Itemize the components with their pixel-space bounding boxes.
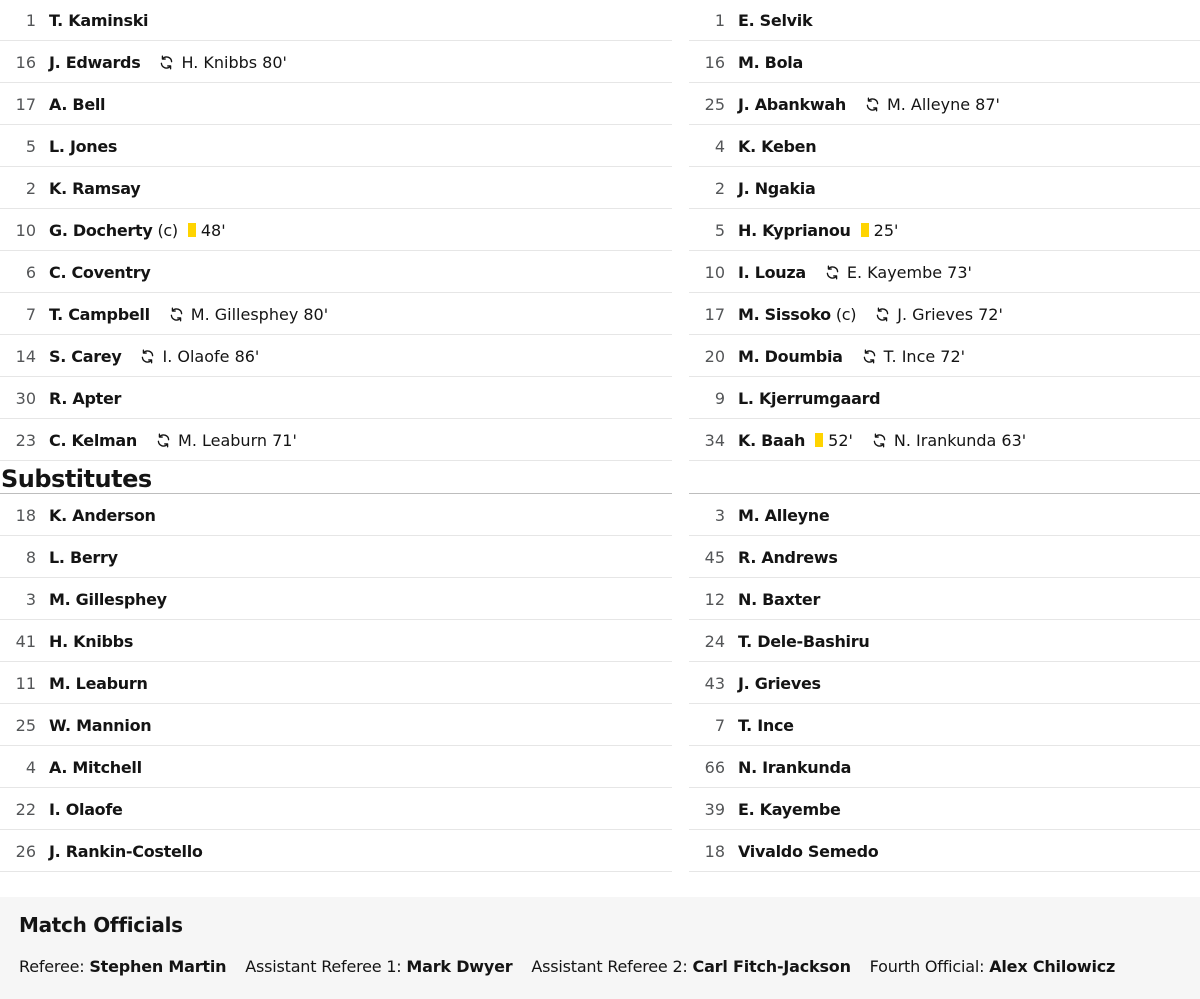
shirt-number: 14 [15, 346, 36, 366]
player-row[interactable] [0, 747, 672, 788]
player-row[interactable] [689, 705, 1200, 746]
player-name[interactable]: J. Abankwah [738, 94, 846, 114]
substitution-icon [861, 348, 884, 365]
substitution-icon [139, 348, 162, 365]
substitution-icon [158, 54, 181, 71]
home-substitutes-section [0, 460, 672, 873]
player-row[interactable] [689, 789, 1200, 830]
player-row[interactable] [0, 495, 672, 536]
player-name[interactable]: K. Baah [738, 430, 806, 450]
player-name[interactable]: S. Carey [49, 346, 122, 366]
player-row[interactable] [689, 42, 1200, 83]
shirt-number: 8 [25, 547, 36, 567]
player-name[interactable]: K. Keben [738, 136, 817, 156]
player-name[interactable]: A. Bell [49, 94, 106, 114]
player-name[interactable]: G. Docherty [49, 220, 153, 240]
substitution-player[interactable]: N. Irankunda 63' [893, 430, 1027, 450]
player-name[interactable]: W. Mannion [49, 715, 152, 735]
player-name[interactable]: J. Grieves [738, 673, 821, 693]
substitutes-heading: Substitutes [1, 465, 152, 493]
shirt-number: 23 [15, 430, 36, 450]
player-row[interactable] [689, 294, 1200, 335]
shirt-number: 2 [714, 178, 725, 198]
player-name[interactable]: J. Ngakia [738, 178, 816, 198]
yellow-card-icon [188, 223, 196, 237]
player-row[interactable] [689, 252, 1200, 293]
player-row[interactable] [0, 168, 672, 209]
shirt-number: 24 [704, 631, 725, 651]
player-row[interactable] [0, 831, 672, 872]
player-row[interactable] [689, 0, 1200, 41]
player-row[interactable] [0, 84, 672, 125]
shirt-number: 10 [704, 262, 725, 282]
substitution-event [158, 53, 287, 72]
player-row[interactable] [0, 621, 672, 662]
shirt-number: 5 [714, 220, 725, 240]
player-name[interactable]: L. Kjerrumgaard [738, 388, 881, 408]
substitution-player[interactable]: T. Ince 72' [883, 346, 966, 366]
player-name[interactable]: R. Andrews [738, 547, 838, 567]
yellow-card-icon [815, 433, 823, 447]
substitution-player[interactable]: M. Alleyne 87' [886, 94, 1000, 114]
shirt-number: 17 [15, 94, 36, 114]
substitution-player[interactable]: I. Olaofe 86' [162, 346, 260, 366]
shirt-number: 45 [704, 547, 725, 567]
shirt-number: 17 [704, 304, 725, 324]
player-name[interactable]: M. Doumbia [738, 346, 843, 366]
substitution-icon [871, 432, 894, 449]
shirt-number: 1 [25, 10, 36, 30]
officials-line [19, 957, 1115, 976]
player-row[interactable] [689, 378, 1200, 419]
substitution-player[interactable]: E. Kayembe 73' [846, 262, 972, 282]
shirt-number: 6 [25, 262, 36, 282]
home-starters-list [0, 0, 672, 462]
player-name[interactable]: C. Coventry [49, 262, 151, 282]
substitution-event [155, 431, 297, 450]
away-substitutes-section [689, 460, 1200, 873]
shirt-number: 34 [704, 430, 725, 450]
shirt-number: 12 [704, 589, 725, 609]
player-row[interactable] [689, 663, 1200, 704]
section-divider [0, 493, 672, 494]
shirt-number: 25 [15, 715, 36, 735]
substitution-icon [824, 264, 847, 281]
home-substitutes-list [0, 495, 672, 872]
player-name[interactable]: K. Anderson [49, 505, 156, 525]
player-row[interactable] [689, 126, 1200, 167]
substitution-player[interactable]: H. Knibbs 80' [181, 52, 287, 72]
player-row[interactable] [689, 84, 1200, 125]
player-row[interactable] [0, 42, 672, 83]
captain-marker: (c) [157, 220, 178, 240]
player-row[interactable] [0, 252, 672, 293]
substitution-player[interactable]: M. Gillesphey 80' [190, 304, 329, 324]
substitution-player[interactable]: M. Leaburn 71' [178, 430, 297, 450]
substitution-event [861, 347, 965, 366]
player-row[interactable] [689, 495, 1200, 536]
shirt-number: 43 [704, 673, 725, 693]
shirt-number: 18 [15, 505, 36, 525]
player-name[interactable]: J. Edwards [49, 52, 141, 72]
fourth-official-label: Fourth Official: [869, 957, 985, 976]
section-divider [689, 493, 1200, 494]
player-name[interactable]: C. Kelman [49, 430, 138, 450]
shirt-number: 26 [15, 841, 36, 861]
substitution-player[interactable]: J. Grieves 72' [897, 304, 1003, 324]
player-name[interactable]: M. Alleyne [738, 505, 830, 525]
shirt-number: 39 [704, 799, 725, 819]
player-row[interactable] [0, 789, 672, 830]
shirt-number: 22 [15, 799, 36, 819]
away-substitutes-list [689, 495, 1200, 872]
player-name[interactable]: T. Ince [738, 715, 794, 735]
shirt-number: 41 [15, 631, 36, 651]
shirt-number: 16 [15, 52, 36, 72]
player-name[interactable]: L. Berry [49, 547, 118, 567]
player-row[interactable] [0, 537, 672, 578]
shirt-number: 11 [15, 673, 36, 693]
shirt-number: 30 [15, 388, 36, 408]
player-row[interactable] [0, 420, 672, 461]
player-name[interactable]: R. Apter [49, 388, 122, 408]
shirt-number: 3 [25, 589, 36, 609]
shirt-number: 4 [714, 136, 725, 156]
shirt-number: 2 [25, 178, 36, 198]
player-row[interactable] [0, 579, 672, 620]
referee-label: Referee: [19, 957, 85, 976]
player-name[interactable]: T. Campbell [49, 304, 150, 324]
player-row[interactable] [689, 747, 1200, 788]
player-row[interactable] [0, 663, 672, 704]
player-name[interactable]: Vivaldo Semedo [738, 841, 879, 861]
player-row[interactable] [0, 378, 672, 419]
booking-minute: 25' [873, 220, 899, 240]
substitution-event [139, 347, 259, 366]
player-row[interactable] [689, 537, 1200, 578]
shirt-number: 7 [714, 715, 725, 735]
shirt-number: 18 [704, 841, 725, 861]
match-officials-panel [0, 897, 1200, 999]
referee-name: Stephen Martin [89, 957, 227, 976]
player-name[interactable]: I. Olaofe [49, 799, 123, 819]
player-name[interactable]: N. Baxter [738, 589, 821, 609]
assistant-referee-1-name: Mark Dwyer [406, 957, 513, 976]
shirt-number: 5 [25, 136, 36, 156]
shirt-number: 66 [704, 757, 725, 777]
substitution-event [168, 305, 328, 324]
assistant-referee-2-name: Carl Fitch-Jackson [692, 957, 851, 976]
player-row[interactable] [0, 336, 672, 377]
shirt-number: 16 [704, 52, 725, 72]
shirt-number: 9 [714, 388, 725, 408]
shirt-number: 7 [25, 304, 36, 324]
shirt-number: 10 [15, 220, 36, 240]
booking-minute: 48' [200, 220, 226, 240]
player-row[interactable] [689, 420, 1200, 461]
match-officials-title: Match Officials [19, 913, 183, 937]
booking-minute: 52' [828, 430, 853, 450]
shirt-number: 4 [25, 757, 36, 777]
shirt-number: 20 [704, 346, 725, 366]
assistant-referee-1-label: Assistant Referee 1: [245, 957, 402, 976]
away-starters-list [689, 0, 1200, 462]
assistant-referee-2-label: Assistant Referee 2: [531, 957, 688, 976]
player-row[interactable] [0, 210, 672, 251]
player-name[interactable]: E. Selvik [738, 10, 813, 30]
player-row[interactable] [689, 168, 1200, 209]
player-name[interactable]: M. Gillesphey [49, 589, 167, 609]
substitution-event [874, 305, 1003, 324]
substitution-icon [864, 96, 887, 113]
player-name[interactable]: M. Bola [738, 52, 803, 72]
player-name[interactable]: M. Sissoko [738, 304, 831, 324]
player-row[interactable] [689, 621, 1200, 662]
booking-event [861, 221, 899, 240]
player-row[interactable] [689, 831, 1200, 872]
player-row[interactable] [689, 336, 1200, 377]
substitution-event [871, 431, 1026, 450]
player-row[interactable] [0, 294, 672, 335]
player-name[interactable]: H. Knibbs [49, 631, 134, 651]
substitution-event [864, 95, 1000, 114]
player-name[interactable]: T. Kaminski [49, 10, 149, 30]
player-name[interactable]: J. Rankin-Costello [49, 841, 203, 861]
player-row[interactable] [689, 579, 1200, 620]
shirt-number: 25 [704, 94, 725, 114]
player-name[interactable]: E. Kayembe [738, 799, 841, 819]
substitution-icon [874, 306, 897, 323]
player-name[interactable]: I. Louza [738, 262, 806, 282]
player-name[interactable]: M. Leaburn [49, 673, 148, 693]
player-name[interactable]: K. Ramsay [49, 178, 141, 198]
captain-marker: (c) [835, 304, 857, 324]
player-name[interactable]: L. Jones [49, 136, 118, 156]
player-row[interactable] [689, 210, 1200, 251]
player-name[interactable]: H. Kyprianou [738, 220, 851, 240]
player-name[interactable]: N. Irankunda [738, 757, 852, 777]
substitutes-heading-spacer [689, 460, 1200, 493]
player-row[interactable] [0, 126, 672, 167]
booking-event [188, 221, 226, 240]
substitution-event [824, 263, 972, 282]
substitution-icon [155, 432, 178, 449]
shirt-number: 1 [714, 10, 725, 30]
fourth-official-name: Alex Chilowicz [989, 957, 1116, 976]
player-name[interactable]: A. Mitchell [49, 757, 142, 777]
player-name[interactable]: T. Dele-Bashiru [738, 631, 870, 651]
player-row[interactable] [0, 0, 672, 41]
player-row[interactable] [0, 705, 672, 746]
booking-event [815, 431, 853, 450]
yellow-card-icon [861, 223, 869, 237]
substitution-icon [168, 306, 191, 323]
shirt-number: 3 [714, 505, 725, 525]
